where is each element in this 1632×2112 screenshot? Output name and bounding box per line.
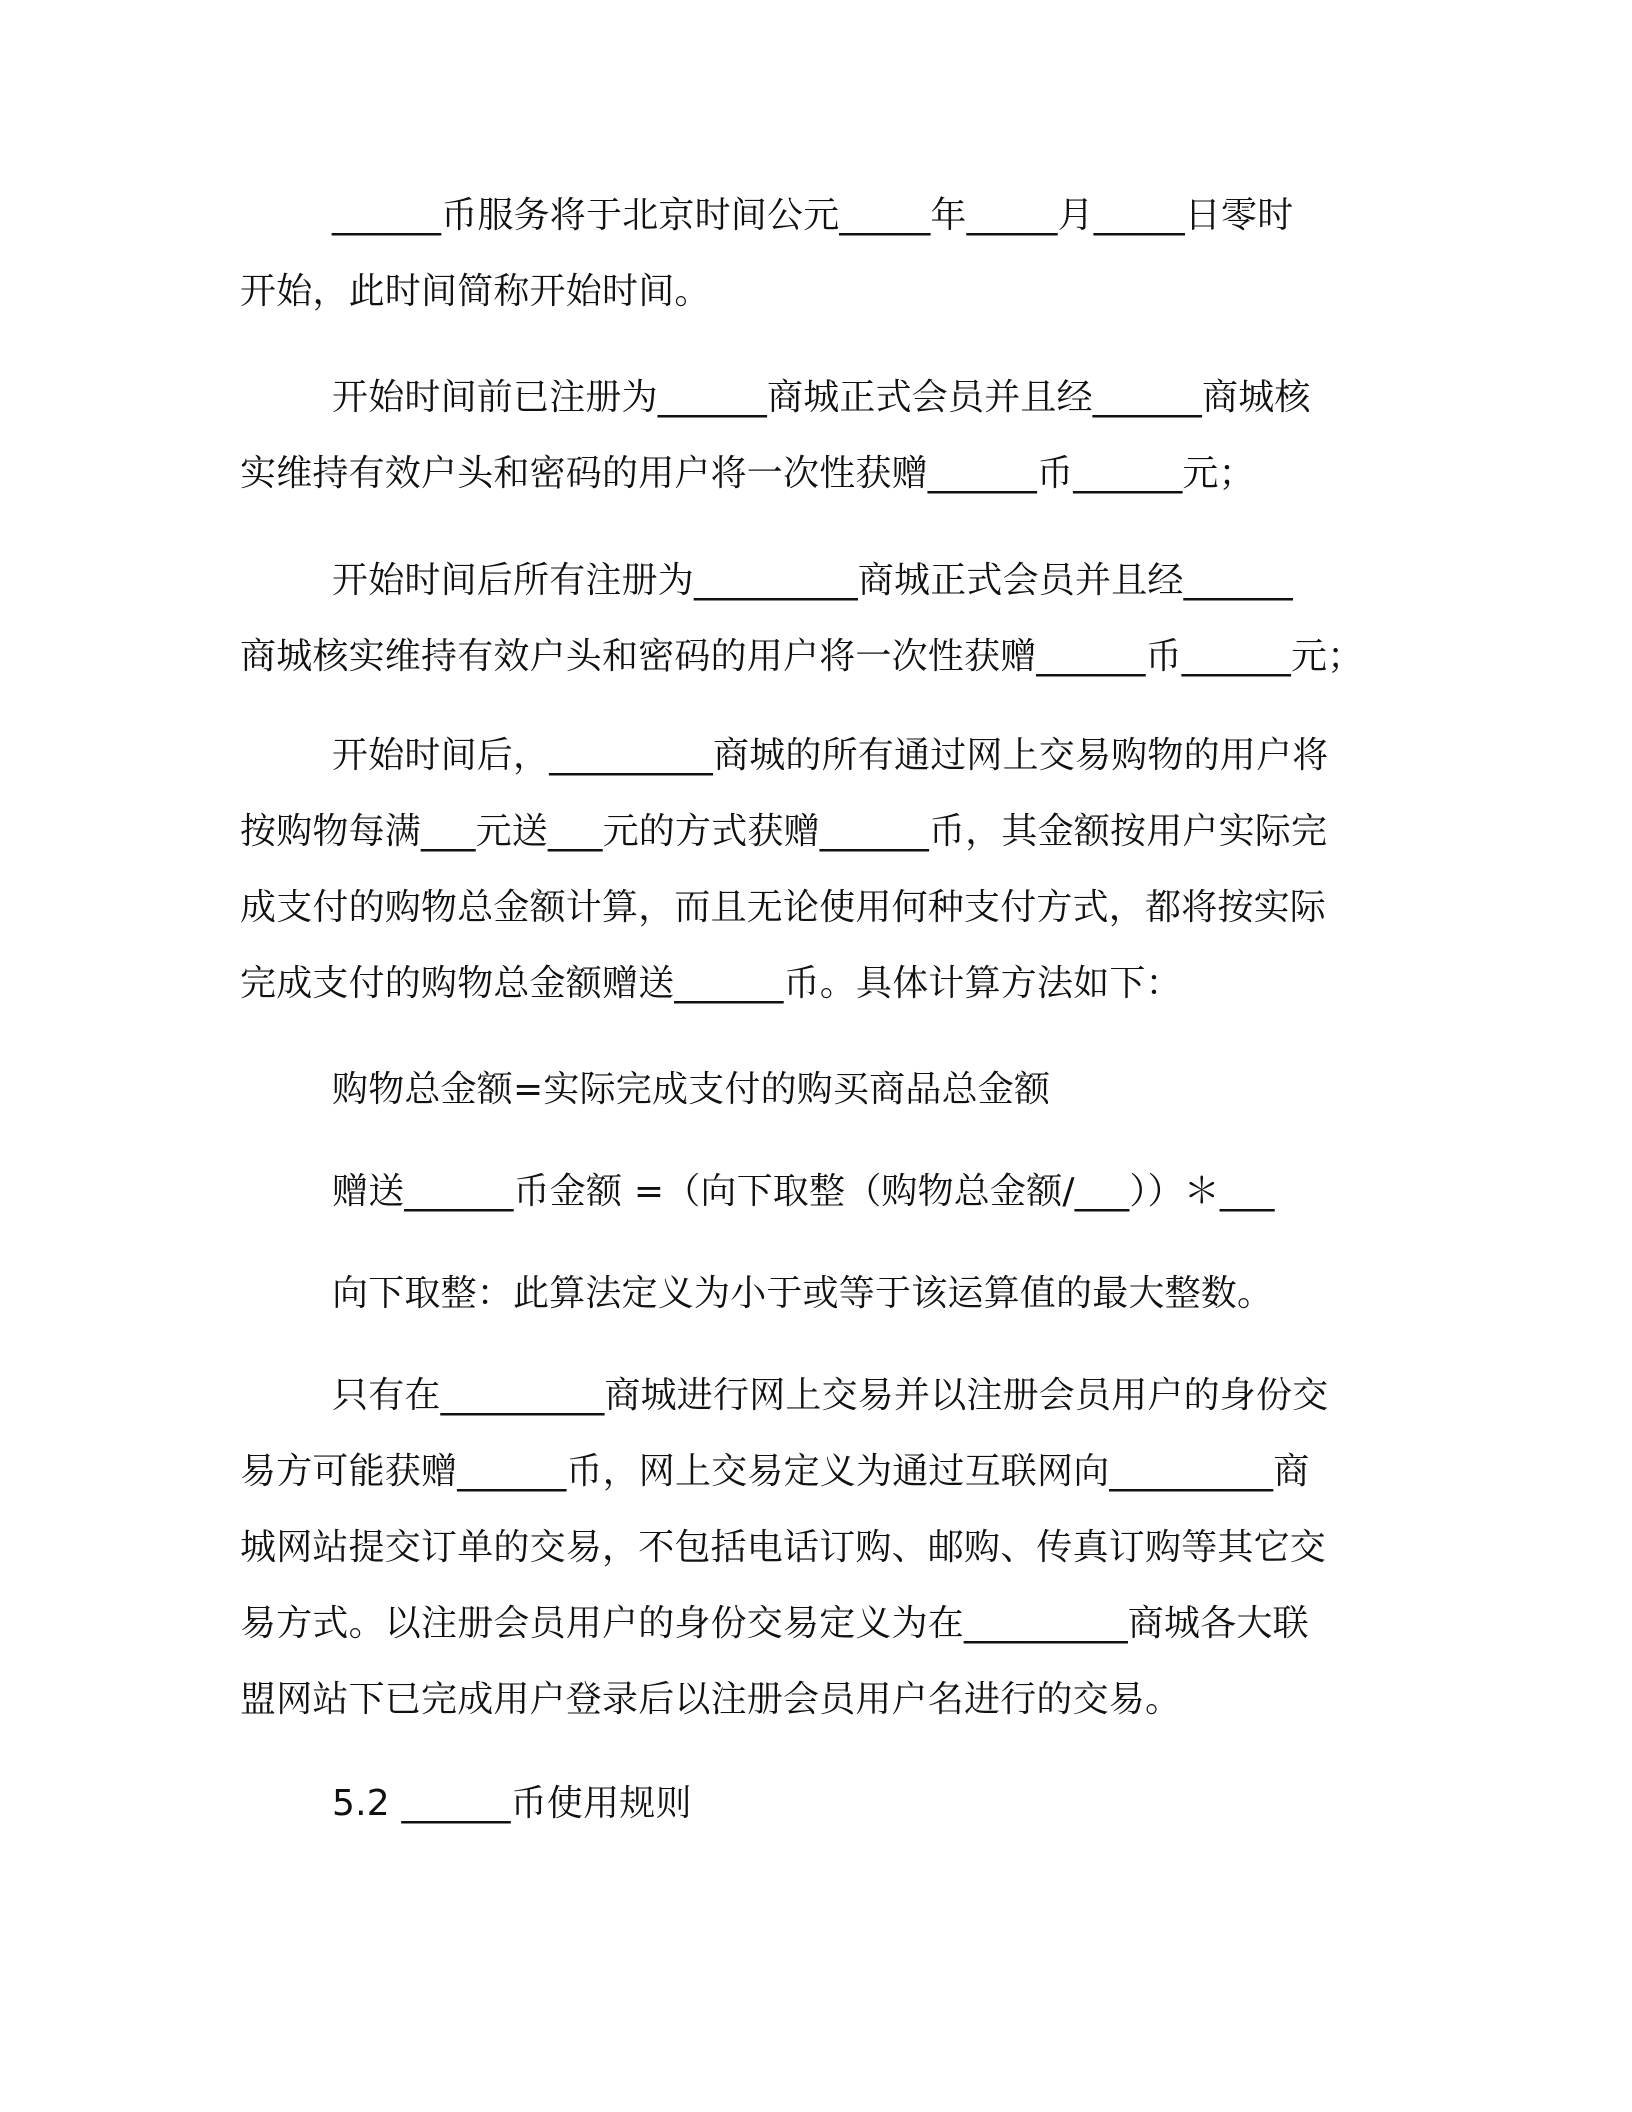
paragraph-4-line-3: 成支付的购物总金额计算，而且无论使用何种支付方式，都将按实际 — [240, 887, 1327, 928]
paragraph-2-line-2: 实维持有效户头和密码的用户将一次性获赠______币______元； — [240, 453, 1255, 494]
paragraph-8-line-2: 易方可能获赠______币，网上交易定义为通过互联网向_________商 — [240, 1451, 1310, 1492]
paragraph-8-line-4: 易方式。以注册会员用户的身份交易定义为在_________商城各大联 — [240, 1603, 1309, 1644]
paragraph-2-line-1: 开始时间前已注册为______商城正式会员并且经______商城核 — [332, 377, 1311, 418]
paragraph-3-line-1: 开始时间后所有注册为_________商城正式会员并且经______ — [332, 560, 1293, 601]
paragraph-8-line-3: 城网站提交订单的交易，不包括电话订购、邮购、传真订购等其它交 — [240, 1527, 1327, 1568]
paragraph-4-line-2: 按购物每满___元送___元的方式获赠______币，其金额按用户实际完 — [240, 811, 1328, 852]
paragraph-8-line-5: 盟网站下已完成用户登录后以注册会员用户名进行的交易。 — [240, 1679, 1182, 1720]
paragraph-4-line-4: 完成支付的购物总金额赠送______币。具体计算方法如下： — [240, 963, 1182, 1004]
paragraph-3-line-2: 商城核实维持有效户头和密码的用户将一次性获赠______币______元； — [240, 636, 1364, 677]
paragraph-8-line-1: 只有在_________商城进行网上交易并以注册会员用户的身份交 — [332, 1375, 1329, 1416]
formula-total-amount: 购物总金额=实际完成支付的购买商品总金额 — [332, 1069, 1051, 1110]
formula-gift-amount: 赠送______币金额 =（向下取整（购物总金额/___））＊___ — [332, 1171, 1275, 1212]
paragraph-1-line-1: ______币服务将于北京时间公元_____年_____月_____日零时 — [332, 195, 1294, 236]
paragraph-1-line-2: 开始，此时间简称开始时间。 — [240, 271, 711, 312]
paragraph-4-line-1: 开始时间后，_________商城的所有通过网上交易购物的用户将 — [332, 735, 1329, 776]
floor-definition: 向下取整：此算法定义为小于或等于该运算值的最大整数。 — [332, 1273, 1274, 1314]
section-heading-5-2: 5.2 ______币使用规则 — [332, 1783, 692, 1824]
